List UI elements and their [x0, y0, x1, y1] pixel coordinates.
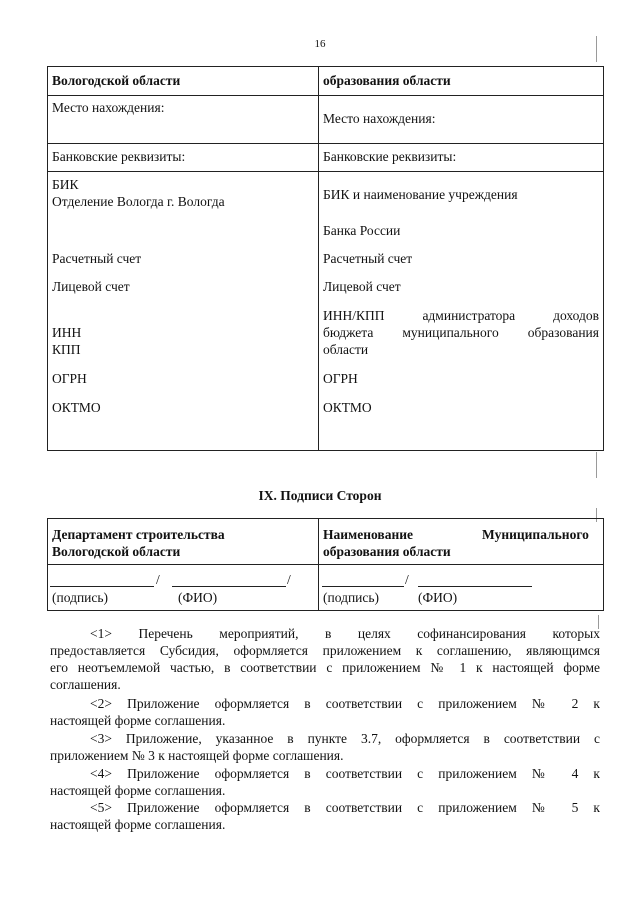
right-party-line2: образования области	[323, 544, 451, 559]
slash-left-end: /	[287, 572, 291, 587]
right-personal-account: Лицевой счет	[323, 279, 401, 294]
left-branch: Отделение Вологда г. Вологда	[52, 194, 225, 209]
left-party-line2: Вологодской области	[52, 544, 181, 559]
right-bik: БИК и наименование учреждения	[323, 187, 518, 202]
left-ogrn: ОГРН	[52, 371, 87, 386]
footnote-1-line1: <1> Перечень мероприятий, в целях софинансирования которых	[90, 626, 600, 641]
right-account: Расчетный счет	[323, 251, 413, 266]
name-label-right: (ФИО)	[418, 590, 458, 605]
bank-details-left: Банковские реквизиты:	[52, 149, 186, 164]
page-number: 16	[314, 38, 326, 50]
right-ogrn: ОГРН	[323, 371, 358, 386]
left-kpp: КПП	[52, 342, 81, 357]
right-inn-kpp-line2: бюджета муниципального образования	[323, 325, 599, 340]
footnote-1-line3: его неотъемлемой частью, в соответствии с приложением № 1 к настоящей форме	[50, 660, 600, 675]
footnote-5-line2: настоящей форме соглашения.	[50, 817, 226, 832]
right-oktmo: ОКТМО	[323, 400, 372, 415]
scan-artifact	[596, 508, 597, 522]
right-party-word1: Наименование	[323, 527, 413, 542]
left-bik: БИК	[52, 177, 79, 192]
left-oktmo: ОКТМО	[52, 400, 101, 415]
right-inn-kpp-line3: области	[323, 342, 369, 357]
footnote-5-line1: <5> Приложение оформляется в соответствии с приложением № 5 к	[90, 800, 600, 815]
right-party-word2: Муниципального	[482, 527, 589, 542]
slash-left: /	[156, 572, 160, 587]
name-line-right	[418, 586, 532, 587]
right-bank: Банка России	[323, 223, 401, 238]
footnote-3-line2: приложением № 3 к настоящей форме соглашения.	[50, 748, 344, 763]
footnote-2-line2: настоящей форме соглашения.	[50, 713, 226, 728]
section-title: IX. Подписи Сторон	[258, 488, 382, 503]
scan-artifact	[596, 36, 597, 62]
bank-details-right: Банковские реквизиты:	[323, 149, 457, 164]
left-header: Вологодской области	[52, 73, 181, 88]
footnote-3-line1: <3> Приложение, указанное в пункте 3.7, оформляется в соответствии с	[90, 731, 600, 746]
left-inn: ИНН	[52, 325, 82, 340]
signature-label-left: (подпись)	[52, 590, 109, 605]
footnote-4-line1: <4> Приложение оформляется в соответствии с приложением № 4 к	[90, 766, 600, 781]
name-line-left	[172, 586, 286, 587]
footnote-1-line2: предоставляется Субсидия, оформляется приложением к соглашению, являющимся	[50, 643, 600, 658]
left-personal-account: Лицевой счет	[52, 279, 130, 294]
left-account: Расчетный счет	[52, 251, 142, 266]
footnote-1-line4: соглашения.	[50, 677, 121, 692]
name-label-left: (ФИО)	[178, 590, 218, 605]
location-left: Место нахождения:	[52, 100, 165, 115]
right-header: образования области	[323, 73, 451, 88]
location-right: Место нахождения:	[323, 111, 436, 126]
slash-right: /	[405, 572, 409, 587]
signature-line-left	[50, 586, 154, 587]
left-party-line1: Департамент строительства	[52, 527, 225, 542]
footnote-4-line2: настоящей форме соглашения.	[50, 783, 226, 798]
footnote-2-line1: <2> Приложение оформляется в соответствии с приложением № 2 к	[90, 696, 600, 711]
scan-artifact	[596, 452, 597, 478]
right-inn-kpp-line1: ИНН/КПП администратора доходов	[323, 308, 599, 323]
signature-label-right: (подпись)	[323, 590, 380, 605]
signature-line-right	[322, 586, 404, 587]
